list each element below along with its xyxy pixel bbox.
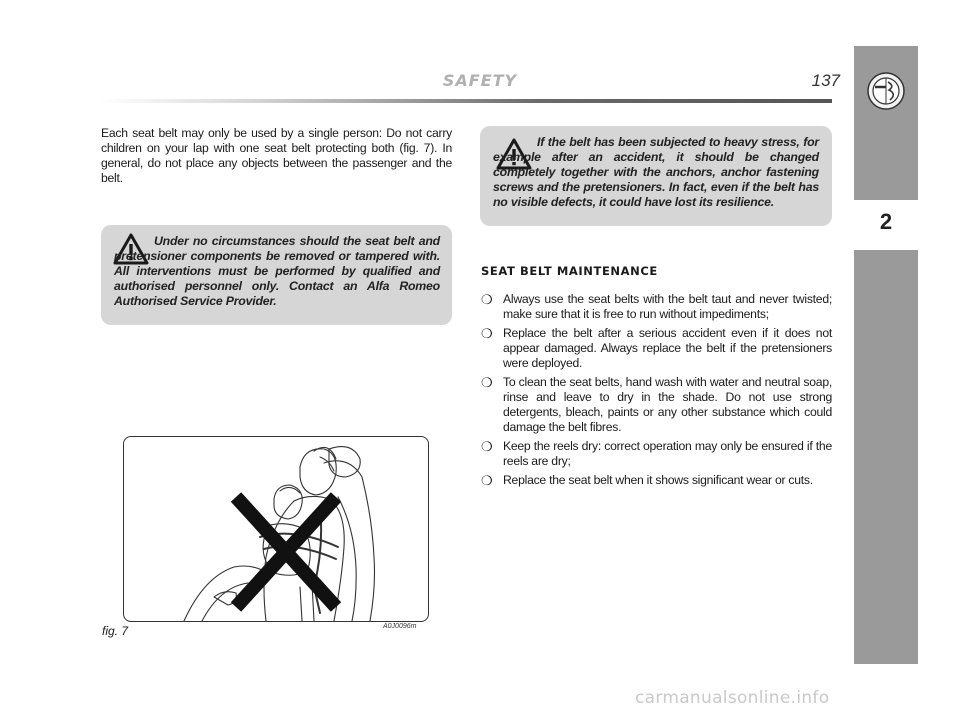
page-header-title: SAFETY: [442, 71, 518, 90]
sidebar-tab-bottom: [854, 250, 918, 664]
list-item: [481, 326, 832, 371]
warning-box-tampering: [101, 225, 452, 325]
warning-box-heavy-stress: [480, 126, 832, 226]
bullet-circle-icon: ❍: [481, 375, 493, 390]
figure-seatbelt-illustration: [123, 436, 429, 622]
list-item-text: Replace the seat belt when it shows significant wear or cuts.: [503, 473, 813, 487]
chapter-number: 2: [879, 209, 893, 234]
sidebar-tab-top: [854, 46, 918, 200]
maintenance-list: [481, 292, 832, 492]
list-item-text: Always use the seat belts with the belt taut and never twisted; make sure that it is free to run without impediments;: [503, 292, 832, 321]
list-item-text: Keep the reels dry: correct operation may only be ensured if the reels are dry;: [503, 439, 832, 468]
alfa-romeo-badge-icon: [867, 72, 905, 110]
bullet-circle-icon: ❍: [481, 292, 493, 307]
warning-text: If the belt has been subjected to heavy stress, for example after an accident, it should be changed completely together with the anchors, anchor fastening screws and the pretensioners. In fact, even if the belt has no visible defects, it could have lost its resilience.: [493, 135, 819, 209]
list-item: [481, 473, 832, 488]
bullet-circle-icon: ❍: [481, 439, 493, 454]
header-rule: [100, 99, 832, 103]
seat-illustration: [124, 437, 428, 621]
warning-text: Under no circumstances should the seat belt and pretensioner components be removed or tampered with. All interventions must be performed by qualified and authorised personnel only. Contact an Alfa Romeo Authorised Service Provider.: [114, 234, 440, 308]
list-item: [481, 375, 832, 435]
section-heading: SEAT BELT MAINTENANCE: [481, 264, 658, 278]
bullet-circle-icon: ❍: [481, 326, 493, 341]
list-item: [481, 292, 832, 322]
page-number: 137: [811, 71, 840, 90]
watermark: carmanualsonline.info: [635, 688, 830, 708]
figure-caption: fig. 7: [102, 624, 129, 638]
intro-paragraph: Each seat belt may only be used by a single person: Do not carry children on your lap with one seat belt protecting both (fig. 7). In general, do not place any objects between the passenger and the belt.: [101, 126, 452, 185]
bullet-circle-icon: ❍: [481, 473, 493, 488]
figure-code: A0J0096m: [383, 623, 417, 630]
list-item-text: To clean the seat belts, hand wash with water and neutral soap, rinse and leave to dry in the shade. Do not use strong detergents, bleach, paints or any other substance which could damage the belt fibres.: [503, 375, 832, 434]
list-item: [481, 439, 832, 469]
list-item-text: Replace the belt after a serious accident even if it does not appear damaged. Always replace the belt if the pretensioners were deployed.: [503, 326, 832, 370]
